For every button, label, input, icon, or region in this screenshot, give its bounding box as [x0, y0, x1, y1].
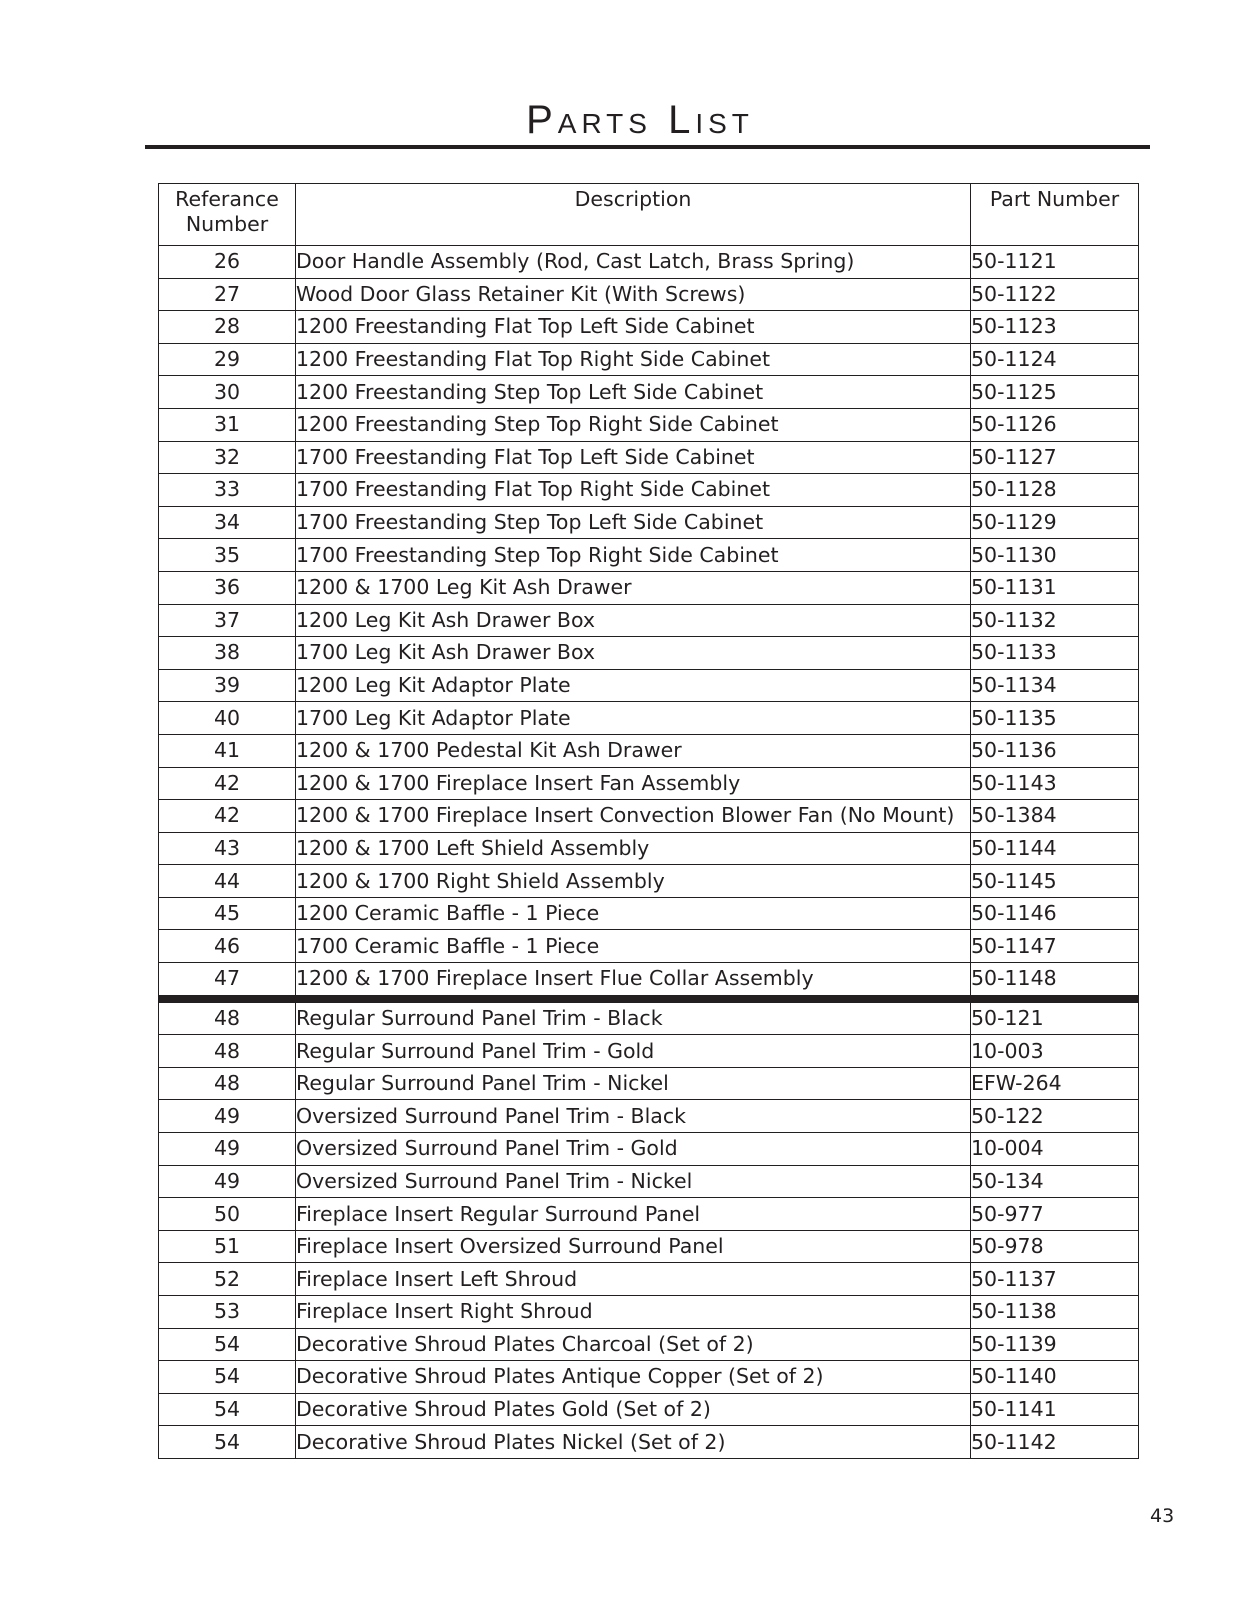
- part-number-cell: 50-1145: [971, 865, 1139, 898]
- part-number-cell: 50-1136: [971, 734, 1139, 767]
- part-number-cell: 50-1148: [971, 963, 1139, 999]
- description-cell: 1200 & 1700 Fireplace Insert Fan Assembly: [296, 767, 971, 800]
- part-number-cell: 50-1123: [971, 311, 1139, 344]
- description-cell: Fireplace Insert Oversized Surround Panel: [296, 1230, 971, 1263]
- description-cell: Oversized Surround Panel Trim - Black: [296, 1100, 971, 1133]
- reference-number-cell: 43: [159, 832, 296, 865]
- description-cell: Decorative Shroud Plates Nickel (Set of 2): [296, 1426, 971, 1459]
- table-row: [159, 702, 1139, 735]
- part-number-cell: 10-004: [971, 1133, 1139, 1166]
- part-number-cell: 50-1139: [971, 1328, 1139, 1361]
- part-number-cell: 50-977: [971, 1198, 1139, 1231]
- part-number-cell: 50-1133: [971, 637, 1139, 670]
- reference-number-cell: 31: [159, 408, 296, 441]
- description-cell: 1200 & 1700 Pedestal Kit Ash Drawer: [296, 734, 971, 767]
- reference-number-cell: 54: [159, 1328, 296, 1361]
- reference-number-cell: 27: [159, 278, 296, 311]
- part-number-cell: 50-1384: [971, 800, 1139, 833]
- part-number-cell: 50-1132: [971, 604, 1139, 637]
- part-number-cell: 50-1146: [971, 897, 1139, 930]
- description-cell: 1200 & 1700 Right Shield Assembly: [296, 865, 971, 898]
- reference-number-cell: 46: [159, 930, 296, 963]
- description-cell: Oversized Surround Panel Trim - Nickel: [296, 1165, 971, 1198]
- table-row: [159, 1263, 1139, 1296]
- reference-number-cell: 49: [159, 1165, 296, 1198]
- table-row: [159, 408, 1139, 441]
- part-number-cell: 50-1142: [971, 1426, 1139, 1459]
- description-cell: 1200 & 1700 Leg Kit Ash Drawer: [296, 571, 971, 604]
- reference-number-cell: 41: [159, 734, 296, 767]
- description-cell: Fireplace Insert Left Shroud: [296, 1263, 971, 1296]
- table-row: [159, 999, 1139, 1035]
- reference-number-cell: 32: [159, 441, 296, 474]
- part-number-cell: 50-1143: [971, 767, 1139, 800]
- part-number-cell: 50-1128: [971, 474, 1139, 507]
- reference-number-cell: 39: [159, 669, 296, 702]
- table-row: [159, 734, 1139, 767]
- part-number-cell: 50-1124: [971, 343, 1139, 376]
- description-cell: 1700 Ceramic Baffle - 1 Piece: [296, 930, 971, 963]
- table-row: [159, 539, 1139, 572]
- table-row: [159, 1230, 1139, 1263]
- description-cell: Fireplace Insert Right Shroud: [296, 1296, 971, 1329]
- description-cell: 1700 Leg Kit Adaptor Plate: [296, 702, 971, 735]
- reference-number-cell: 35: [159, 539, 296, 572]
- table-row: [159, 1100, 1139, 1133]
- reference-number-cell: 45: [159, 897, 296, 930]
- reference-number-cell: 49: [159, 1100, 296, 1133]
- part-number-cell: 50-1135: [971, 702, 1139, 735]
- reference-number-cell: 36: [159, 571, 296, 604]
- description-cell: 1700 Leg Kit Ash Drawer Box: [296, 637, 971, 670]
- reference-number-cell: 49: [159, 1133, 296, 1166]
- reference-number-cell: 42: [159, 800, 296, 833]
- table-row: [159, 311, 1139, 344]
- parts-table: [158, 183, 1139, 1459]
- description-cell: 1200 Freestanding Flat Top Left Side Cabinet: [296, 311, 971, 344]
- table-row: [159, 246, 1139, 279]
- table-row: [159, 278, 1139, 311]
- table-row: [159, 1067, 1139, 1100]
- description-cell: Door Handle Assembly (Rod, Cast Latch, Brass Spring): [296, 246, 971, 279]
- description-cell: 1200 & 1700 Left Shield Assembly: [296, 832, 971, 865]
- reference-number-cell: 33: [159, 474, 296, 507]
- table-row: [159, 1328, 1139, 1361]
- part-number-cell: 50-1130: [971, 539, 1139, 572]
- description-cell: Decorative Shroud Plates Gold (Set of 2): [296, 1393, 971, 1426]
- description-cell: 1700 Freestanding Flat Top Right Side Cabinet: [296, 474, 971, 507]
- description-cell: Regular Surround Panel Trim - Black: [296, 999, 971, 1035]
- reference-number-cell: 38: [159, 637, 296, 670]
- reference-number-cell: 26: [159, 246, 296, 279]
- description-cell: Regular Surround Panel Trim - Gold: [296, 1035, 971, 1068]
- reference-number-cell: 28: [159, 311, 296, 344]
- part-number-cell: 50-122: [971, 1100, 1139, 1133]
- table-row: [159, 963, 1139, 999]
- part-number-cell: 50-1127: [971, 441, 1139, 474]
- reference-number-cell: 37: [159, 604, 296, 637]
- table-row: [159, 930, 1139, 963]
- table-row: [159, 767, 1139, 800]
- part-number-cell: 50-978: [971, 1230, 1139, 1263]
- description-cell: 1200 Leg Kit Ash Drawer Box: [296, 604, 971, 637]
- description-cell: 1700 Freestanding Step Top Left Side Cabinet: [296, 506, 971, 539]
- reference-number-cell: 44: [159, 865, 296, 898]
- description-cell: 1700 Freestanding Flat Top Left Side Cabinet: [296, 441, 971, 474]
- header-description: Description: [296, 184, 971, 246]
- description-cell: 1200 Leg Kit Adaptor Plate: [296, 669, 971, 702]
- description-cell: 1200 & 1700 Fireplace Insert Flue Collar Assembly: [296, 963, 971, 999]
- description-cell: 1200 Freestanding Step Top Right Side Cabinet: [296, 408, 971, 441]
- table-row: [159, 474, 1139, 507]
- table-row: [159, 1393, 1139, 1426]
- table-row: [159, 1133, 1139, 1166]
- description-cell: 1200 & 1700 Fireplace Insert Convection Blower Fan (No Mount): [296, 800, 971, 833]
- reference-number-cell: 40: [159, 702, 296, 735]
- table-row: [159, 441, 1139, 474]
- part-number-cell: 50-1129: [971, 506, 1139, 539]
- part-number-cell: 50-1137: [971, 1263, 1139, 1296]
- table-row: [159, 897, 1139, 930]
- table-row: [159, 669, 1139, 702]
- table-row: [159, 637, 1139, 670]
- reference-number-cell: 47: [159, 963, 296, 999]
- table-row: [159, 343, 1139, 376]
- part-number-cell: 50-1144: [971, 832, 1139, 865]
- reference-number-cell: 29: [159, 343, 296, 376]
- part-number-cell: 50-1126: [971, 408, 1139, 441]
- reference-number-cell: 34: [159, 506, 296, 539]
- description-cell: 1200 Ceramic Baffle - 1 Piece: [296, 897, 971, 930]
- reference-number-cell: 42: [159, 767, 296, 800]
- table-row: [159, 1426, 1139, 1459]
- reference-number-cell: 54: [159, 1426, 296, 1459]
- parts-table-body: [159, 246, 1139, 1459]
- description-cell: 1700 Freestanding Step Top Right Side Cabinet: [296, 539, 971, 572]
- part-number-cell: EFW-264: [971, 1067, 1139, 1100]
- part-number-cell: 50-1121: [971, 246, 1139, 279]
- reference-number-cell: 54: [159, 1393, 296, 1426]
- part-number-cell: 50-1122: [971, 278, 1139, 311]
- part-number-cell: 50-1147: [971, 930, 1139, 963]
- description-cell: 1200 Freestanding Flat Top Right Side Cabinet: [296, 343, 971, 376]
- header-part-number: Part Number: [971, 184, 1139, 246]
- page-number: 43: [1150, 1505, 1175, 1527]
- description-cell: Wood Door Glass Retainer Kit (With Screws): [296, 278, 971, 311]
- reference-number-cell: 48: [159, 999, 296, 1035]
- reference-number-cell: 48: [159, 1067, 296, 1100]
- description-cell: Decorative Shroud Plates Antique Copper (Set of 2): [296, 1361, 971, 1394]
- title-rule: [145, 145, 1150, 149]
- table-row: [159, 1165, 1139, 1198]
- table-row: [159, 571, 1139, 604]
- part-number-cell: 50-1134: [971, 669, 1139, 702]
- table-row: [159, 376, 1139, 409]
- part-number-cell: 50-1131: [971, 571, 1139, 604]
- table-row: [159, 1361, 1139, 1394]
- part-number-cell: 50-1138: [971, 1296, 1139, 1329]
- table-row: [159, 506, 1139, 539]
- part-number-cell: 50-121: [971, 999, 1139, 1035]
- table-row: [159, 800, 1139, 833]
- header-reference-number-label: Referance Number: [175, 187, 279, 236]
- reference-number-cell: 50: [159, 1198, 296, 1231]
- header-row: [159, 184, 1139, 246]
- reference-number-cell: 48: [159, 1035, 296, 1068]
- table-row: [159, 604, 1139, 637]
- page-title: Parts List: [526, 98, 754, 142]
- reference-number-cell: 54: [159, 1361, 296, 1394]
- reference-number-cell: 51: [159, 1230, 296, 1263]
- description-cell: Regular Surround Panel Trim - Nickel: [296, 1067, 971, 1100]
- part-number-cell: 50-1140: [971, 1361, 1139, 1394]
- table-row: [159, 1035, 1139, 1068]
- table-row: [159, 832, 1139, 865]
- part-number-cell: 50-134: [971, 1165, 1139, 1198]
- reference-number-cell: 53: [159, 1296, 296, 1329]
- part-number-cell: 50-1125: [971, 376, 1139, 409]
- reference-number-cell: 52: [159, 1263, 296, 1296]
- part-number-cell: 50-1141: [971, 1393, 1139, 1426]
- description-cell: Oversized Surround Panel Trim - Gold: [296, 1133, 971, 1166]
- reference-number-cell: 30: [159, 376, 296, 409]
- description-cell: 1200 Freestanding Step Top Left Side Cabinet: [296, 376, 971, 409]
- table-row: [159, 1198, 1139, 1231]
- header-reference-number: [159, 184, 296, 246]
- description-cell: Decorative Shroud Plates Charcoal (Set of 2): [296, 1328, 971, 1361]
- table-row: [159, 1296, 1139, 1329]
- description-cell: Fireplace Insert Regular Surround Panel: [296, 1198, 971, 1231]
- table-row: [159, 865, 1139, 898]
- part-number-cell: 10-003: [971, 1035, 1139, 1068]
